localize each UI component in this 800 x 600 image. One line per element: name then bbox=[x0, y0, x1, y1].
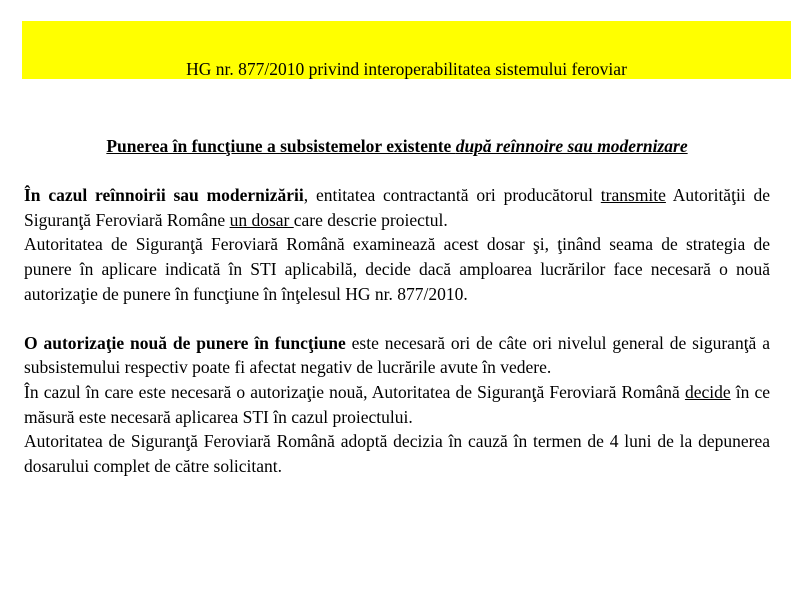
paragraph1-part2: Autorităţii de Siguranţă Feroviară Române bbox=[24, 185, 770, 230]
spacer bbox=[24, 159, 770, 184]
paragraph1-part1: , entitatea contractantă ori producătorul bbox=[303, 185, 601, 206]
paragraph3-text: este necesară ori de câte ori nivelul general de siguranţă a subsistemului respectiv poate fi afectat negativ de lucrările avute în vedere. bbox=[24, 332, 770, 378]
transmite-underlined: transmite bbox=[600, 185, 666, 206]
document-body bbox=[24, 134, 770, 478]
paragraph-sti-application bbox=[24, 380, 770, 429]
paragraph3-lead: O autorizaţie nouă de punere în funcţiune bbox=[24, 332, 346, 353]
title-banner bbox=[22, 21, 791, 79]
paragraph1-part3: care descrie proiectul. bbox=[293, 209, 448, 230]
banner-title: HG nr. 877/2010 privind interoperabilitatea sistemului feroviar bbox=[186, 59, 627, 79]
paragraph-decision-deadline: Autoritatea de Siguranţă Feroviară Română adoptă decizia în cauză în termen de 4 luni de la depunerea dosarului complet de către solicitant. bbox=[24, 431, 770, 476]
spacer bbox=[24, 306, 770, 331]
heading-main-text: Punerea în funcţiune a subsistemelor existente bbox=[106, 136, 456, 156]
paragraph4-part1: În cazul în care este necesară o autorizaţie nouă, Autoritatea de Siguranţă Feroviară Română bbox=[24, 381, 685, 402]
heading-emphasis-text: după reînnoire sau modernizare bbox=[455, 136, 688, 156]
dosar-underlined: un dosar bbox=[229, 209, 294, 230]
paragraph-authority-review: Autoritatea de Siguranţă Feroviară Română examinează acest dosar şi, ţinând seama de strategia de punere în aplicare indicată în STI aplicabilă, decide dacă amploarea lucrărilor face necesară o nouă autorizaţie de punere în funcţiune în înţelesul HG nr. 877/2010. bbox=[24, 234, 770, 304]
paragraph4-part2: în ce măsură este necesară aplicarea STI în cazul proiectului. bbox=[24, 381, 770, 427]
paragraph-renewal-dossier bbox=[24, 183, 770, 232]
decide-underlined: decide bbox=[684, 381, 731, 402]
paragraph1-lead: În cazul reînnoirii sau modernizării bbox=[24, 185, 304, 206]
section-heading bbox=[24, 134, 770, 159]
paragraph-new-authorization bbox=[24, 331, 770, 380]
